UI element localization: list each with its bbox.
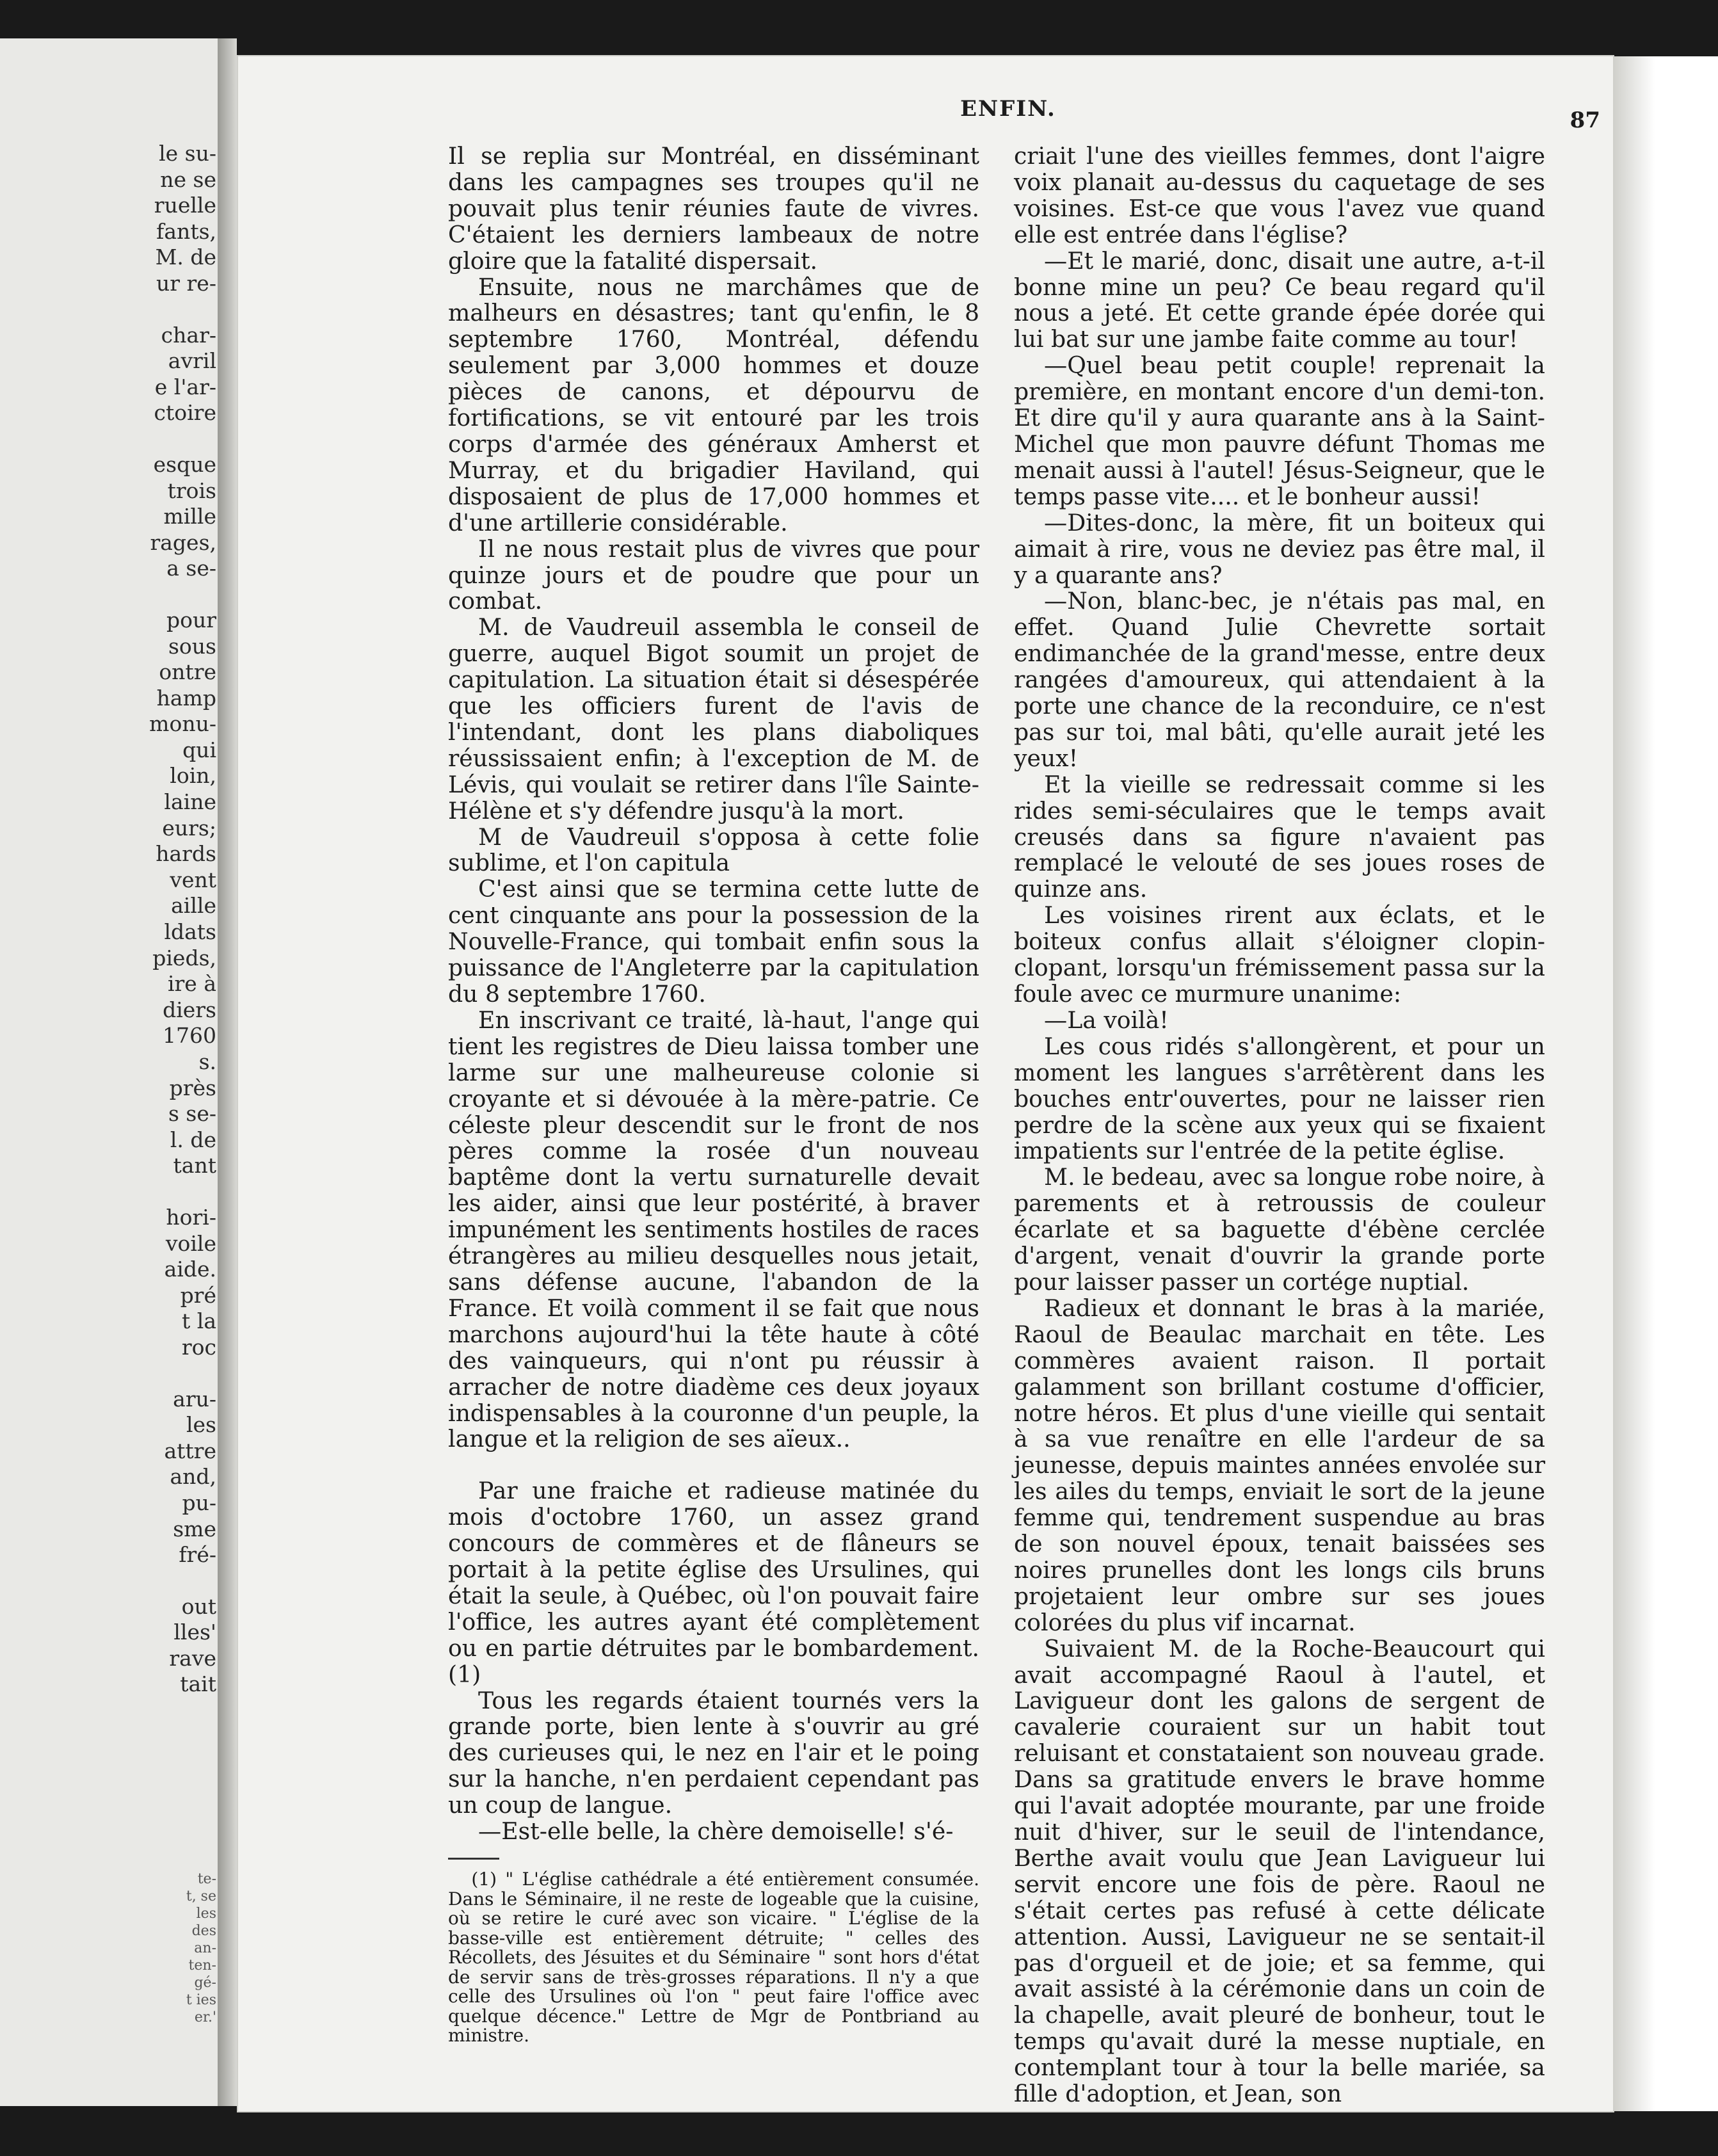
footnote-rule bbox=[448, 1858, 499, 1860]
footnote-fragment: ten- bbox=[188, 1958, 216, 1974]
text-fragment: ne se bbox=[160, 166, 216, 192]
text-fragment: sme bbox=[173, 1516, 216, 1541]
paragraph: Il ne nous restait plus de vivres que pour quinze jours et de poudre que pour un combat. bbox=[448, 535, 979, 615]
paragraph: M. le bedeau, avec sa longue robe noire, à parements et à retroussis de couleur écarlate et sa baguette d'ébène cerclée d'argent, venait d'ouvrir la grande porte pour laisser passer un cortége nuptial. bbox=[1014, 1163, 1545, 1296]
footnote-fragment: les bbox=[196, 1906, 216, 1922]
text-fragment: tait bbox=[180, 1671, 216, 1697]
footnote-fragment: an- bbox=[194, 1940, 216, 1956]
text-column-left bbox=[448, 143, 979, 2046]
paragraph: En inscrivant ce traité, là-haut, l'ange qui tient les registres de Dieu laissa tomber une larme sur une malheureuse colonie si croyante et si dévouée à la mère-patrie. Ce céleste pleur descendit sur le front de nos pères comme la rosée d'un nouveau baptême dont la vertu surnaturelle devait les aider, ainsi que leur postérité, à braver impunément les sentiments hostiles de races étrangères au milieu desquelles nous jetait, sans défense aucune, l'abandon de la France. Et voilà comment il se fait que nous marchons aujourd'hui la tête haute à côté des vainqueurs, qui n'ont pu réussir à arracher de notre diadème ces deux joyaux indispensables à la couronne d'un peuple, la langue et la religion de ses aïeux.. bbox=[448, 1006, 979, 1453]
facing-page-text-fragments bbox=[5, 141, 216, 1698]
footnote-fragment: er.' bbox=[194, 2009, 216, 2025]
text-fragment: pieds, bbox=[152, 945, 216, 970]
text-fragment: pu- bbox=[182, 1490, 216, 1515]
text-fragment: t la bbox=[182, 1308, 216, 1334]
text-fragment: esque bbox=[153, 451, 216, 477]
text-fragment: rages, bbox=[150, 529, 216, 555]
text-fragment: ur re- bbox=[156, 270, 216, 296]
paragraph: C'est ainsi que se termina cette lutte de cent cinquante ans pour la possession de la Nouvelle-France, qui tombait enfin sous la puissance de l'Angleterre par la capitulation du 8 septembre 1760. bbox=[448, 875, 979, 1008]
paragraph: —Non, blanc-bec, je n'étais pas mal, en effet. Quand Julie Chevrette sortait endimanchée de la grand'messe, entre deux rangées d'amoureux, qui attendaient à la porte une chance de la reconduire, ce n'est pas sur toi, mal bâti, qu'elle aurait jeté les yeux! bbox=[1014, 587, 1545, 772]
paragraph: Ensuite, nous ne marchâmes que de malheurs en désastres; tant qu'enfin, le 8 septembre 1760, Montréal, défendu seulement par 3,000 hommes et douze pièces de canons, et dépourvu de fortifications, se vit entouré par les trois corps d'armée des généraux Amherst et Murray, et du brigadier Haviland, qui disposaient de plus de 17,000 hommes et d'une artillerie considérable. bbox=[448, 273, 979, 536]
footnote-fragment: t ies bbox=[186, 1992, 216, 2008]
text-fragment: e l'ar- bbox=[154, 374, 216, 399]
text-fragment: tant bbox=[173, 1153, 216, 1179]
paragraph: —Et le marié, donc, disait une autre, a-t-il bonne mine un peu? Ce beau regard qu'il nous a jeté. Et cette grande épée dorée qui lui bat sur une jambe faite comme au tour! bbox=[1014, 246, 1545, 353]
text-fragment: diers bbox=[163, 997, 216, 1022]
text-fragment: aille bbox=[171, 893, 216, 919]
footnote-fragment: te- bbox=[197, 1871, 216, 1887]
text-fragment: pour bbox=[166, 607, 216, 632]
text-fragment: laine bbox=[164, 789, 216, 815]
text-fragment: hards bbox=[156, 841, 216, 867]
text-fragment: a se- bbox=[166, 556, 216, 581]
line-gap bbox=[5, 1568, 216, 1594]
footnote-fragment: t, se bbox=[186, 1888, 216, 1904]
text-fragment: ldats bbox=[164, 919, 216, 945]
text-fragment: l. de bbox=[170, 1127, 216, 1152]
text-fragment: hamp bbox=[156, 685, 216, 711]
text-fragment: le su- bbox=[159, 141, 216, 166]
text-fragment: ctoire bbox=[154, 400, 216, 426]
line-gap bbox=[5, 1179, 216, 1205]
text-fragment: qui bbox=[182, 737, 216, 762]
text-fragment: 1760 bbox=[163, 1023, 216, 1049]
text-fragment: monu- bbox=[149, 711, 216, 737]
paragraph: Suivaient M. de la Roche-Beaucourt qui avait accompagné Raoul à l'autel, et Lavigueur dont les galons de sergent de cavalerie couraient sur un habit tout reluisant et constataient son nouveau grade. Dans sa gratitude envers le brave homme qui l'avait adoptée mourante, par une froide nuit d'hiver, sur le seuil de l'intendance, Berthe avait voulu que Jean Lavigueur lui servit encore une fois de père. Raoul ne s'était certes pas refusé à cette délicate attention. Aussi, Lavigueur ne se sentait-il pas d'orgueil et de joie; et sa femme, qui avait assisté à la cérémonie dans un coin de la chapelle, avait pleuré de bonheur, tout le temps qu'avait duré la messe nuptiale, en contemplant tour à tour la belle mariée, sa fille d'adoption, et Jean, son bbox=[1014, 1634, 1545, 2108]
paragraph: criait l'une des vieilles femmes, dont l'aigre voix planait au-dessus du caquetage de ses voisines. Est-ce que vous l'avez vue quand elle est entrée dans l'église? bbox=[1014, 142, 1545, 248]
paragraph: —Est-elle belle, la chère demoiselle! s'é- bbox=[478, 1817, 954, 1846]
paragraph: Les voisines rirent aux éclats, et le boiteux confus allait s'éloigner clopin-clopant, lorsqu'un frémissement passa sur la foule avec ce murmure unanime: bbox=[1014, 901, 1545, 1008]
text-fragment: sous bbox=[168, 633, 216, 659]
paragraph: —La voilà! bbox=[1044, 1006, 1169, 1034]
text-fragment: aru- bbox=[173, 1386, 216, 1412]
paragraph: —Quel beau petit couple! reprenait la première, en montant encore d'un demi-ton. Et dire qu'il y aura quarante ans à la Saint-Michel que mon pauvre défunt Thomas me menait aussi à l'autel! Jésus-Seigneur, que le temps passe vite.... et le bonheur aussi! bbox=[1014, 351, 1545, 510]
paragraph: Radieux et donnant le bras à la mariée, Raoul de Beaulac marchait en tête. Les commères avaient raison. Il portait galamment son brillant costume d'officier, notre héros. Et plus d'une vieille qui sentait à sa vue renaître en elle l'ardeur de sa jeunesse, depuis maintes années envolée sur les ailes du temps, enviait le sort de la jeune femme qui, tendrement suspendue au bras de son nouvel époux, tenait baissées ses noires prunelles dont les longs cils bruns projetaient leur ombre sur ses joues colorées du plus vif incarnat. bbox=[1014, 1294, 1545, 1636]
footnote-fragment: gé- bbox=[194, 1975, 216, 1991]
paragraph: Tous les regards étaient tournés vers la grande porte, bien lente à s'ouvrir au gré des curieuses qui, le nez en l'air et le poing sur la hanche, n'en perdaient cependant pas un coup de langue. bbox=[448, 1686, 979, 1819]
text-fragment: près bbox=[169, 1075, 216, 1100]
text-fragment: roc bbox=[181, 1334, 216, 1360]
paragraph: M de Vaudreuil s'opposa à cette folie sublime, et l'on capitula bbox=[448, 823, 979, 877]
text-fragment: fré- bbox=[179, 1542, 216, 1568]
text-fragment: voile bbox=[165, 1230, 216, 1256]
page-number: 87 bbox=[1569, 108, 1600, 133]
text-fragment: attre bbox=[164, 1438, 216, 1463]
text-column-right bbox=[1014, 143, 1545, 2107]
text-fragment: M. de bbox=[155, 245, 216, 270]
text-fragment: s se- bbox=[168, 1101, 216, 1127]
text-fragment: les bbox=[186, 1412, 216, 1438]
text-fragment: ontre bbox=[159, 659, 216, 685]
paragraph: Les cous ridés s'allongèrent, et pour un moment les langues s'arrêtèrent dans les bouches entr'ouvertes, pour ne laisser rien perdre de la scène aux yeux qui se fixaient impatients sur l'entrée de la petite église. bbox=[1014, 1032, 1545, 1165]
text-fragment: avril bbox=[168, 348, 216, 374]
text-fragment: hori- bbox=[166, 1204, 216, 1230]
text-fragment: vent bbox=[170, 867, 216, 892]
footnote: (1) " L'église cathédrale a été entièrement consumée. Dans le Séminaire, il ne reste de logeable que la cuisine, où se retire le curé avec son vicaire. " L'église de la basse-ville est entièrement détruite; " celles des Récollets, des Jésuites et du Séminaire " sont hors d'état de servir sans de très-grosses réparations. Il n'y a que celle des Ursulines où l'on " peut faire l'office avec quelque décence." Lettre de Mgr de Pontbriand au ministre. bbox=[448, 1869, 979, 2046]
book-gutter bbox=[218, 38, 237, 2106]
footnote-fragment: des bbox=[191, 1923, 216, 1939]
line-gap bbox=[5, 1361, 216, 1387]
text-fragment: ire à bbox=[167, 971, 216, 997]
line-gap bbox=[5, 426, 216, 452]
running-title: ENFIN. bbox=[960, 96, 1056, 122]
line-gap bbox=[5, 582, 216, 607]
text-fragment: mille bbox=[163, 504, 216, 529]
paragraph: Par une fraiche et radieuse matinée du mois d'octobre 1760, un assez grand concours de commères et de flâneurs se portait à la petite église des Ursulines, qui était la seule, à Québec, où l'on pouvait faire l'office, les autres ayant été complètement ou en partie détruites par le bombardement. (1) bbox=[448, 1477, 979, 1688]
text-fragment: loin, bbox=[170, 763, 216, 789]
text-fragment: trois bbox=[167, 478, 216, 503]
page-edge bbox=[1613, 56, 1718, 2111]
text-fragment: char- bbox=[161, 322, 216, 348]
text-fragment: rave bbox=[169, 1645, 216, 1671]
paragraph: —Dites-donc, la mère, fit un boiteux qui aimait à rire, vous ne deviez pas être mal, il y a quarante ans? bbox=[1014, 508, 1545, 589]
paragraph: M. de Vaudreuil assembla le conseil de guerre, auquel Bigot soumit un projet de capitulation. La situation était si désespérée que les officiers furent de l'avis de l'intendant, dont les plans diaboliques réussissaient enfin; à l'exception de M. de Lévis, qui voulait se retirer dans l'île Sainte-Hélène et s'y défendre jusqu'à la mort. bbox=[448, 613, 979, 825]
facing-page-footnote-fragments bbox=[5, 1870, 216, 2026]
text-fragment: eurs; bbox=[162, 815, 216, 841]
text-fragment: pré bbox=[180, 1282, 216, 1308]
facing-page-left bbox=[0, 38, 220, 2106]
text-fragment: and, bbox=[170, 1464, 216, 1490]
text-fragment: fants, bbox=[156, 218, 216, 244]
text-fragment: out bbox=[181, 1593, 216, 1619]
line-gap bbox=[5, 297, 216, 323]
text-fragment: ruelle bbox=[154, 193, 216, 218]
paragraph: Et la vieille se redressait comme si les rides semi-séculaires que le temps avait creusés dans sa figure n'avaient pas remplacé le velouté de ses joues roses de quinze ans. bbox=[1014, 770, 1545, 903]
text-fragment: s. bbox=[198, 1049, 216, 1074]
paragraph: Il se replia sur Montréal, en disséminant dans les campagnes ses troupes qu'il ne pouvait plus tenir réunies faute de vivres. C'étaient les derniers lambeaux de notre gloire que la fatalité dispersait. bbox=[448, 142, 979, 275]
text-fragment: aide. bbox=[164, 1257, 216, 1282]
text-fragment: lles' bbox=[173, 1620, 216, 1645]
